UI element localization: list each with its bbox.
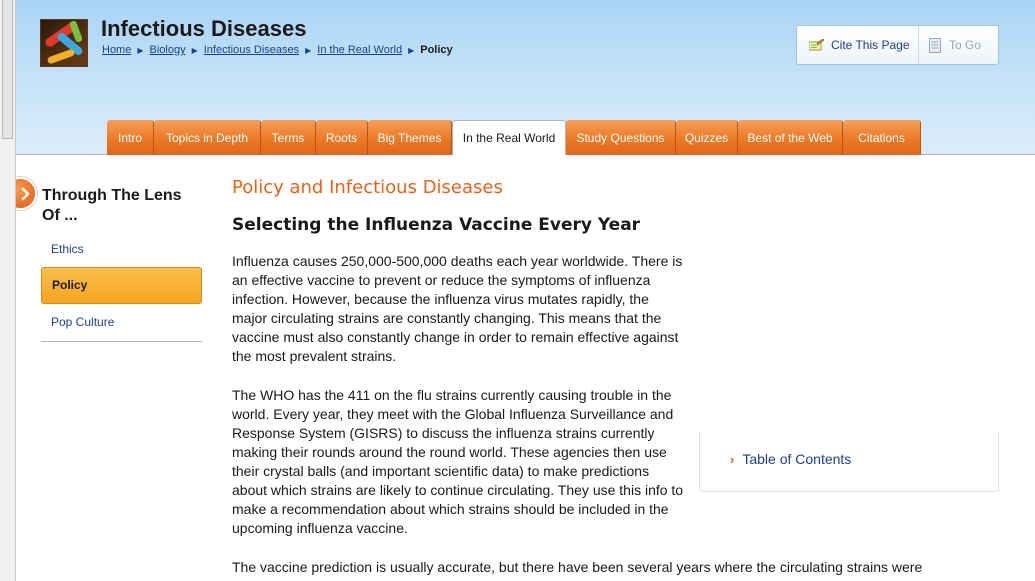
- page-title: Infectious Diseases: [101, 16, 307, 41]
- tab-terms[interactable]: Terms: [261, 120, 316, 155]
- sidebar-heading: Through The Lens Of ...: [42, 187, 182, 224]
- tab-citations[interactable]: Citations: [843, 120, 921, 155]
- document-icon: [929, 38, 941, 53]
- breadcrumb-home[interactable]: Home: [102, 44, 132, 56]
- site-header: [16, 0, 1035, 155]
- pencil-icon: [809, 39, 824, 51]
- tab-topics-in-depth[interactable]: Topics in Depth: [154, 120, 261, 155]
- breadcrumb-separator-icon: ▶: [305, 45, 312, 55]
- breadcrumb-current: Policy: [420, 44, 453, 56]
- sidebar-toggle-button[interactable]: [16, 177, 37, 210]
- cite-label: Cite This Page: [831, 38, 910, 52]
- breadcrumb-separator-icon: ▶: [408, 45, 415, 55]
- breadcrumb-in-the-real-world[interactable]: In the Real World: [317, 44, 403, 56]
- cite-this-page-button[interactable]: [797, 26, 919, 64]
- breadcrumb-infectious-diseases[interactable]: Infectious Diseases: [203, 44, 300, 56]
- breadcrumb-separator-icon: ▶: [137, 45, 144, 55]
- tab-in-the-real-world[interactable]: In the Real World: [452, 120, 566, 156]
- scroll-strip: [2, 0, 13, 139]
- main-tabs: [107, 120, 921, 155]
- chevron-right-icon: ›: [730, 451, 735, 467]
- section-title: Policy and Infectious Diseases: [232, 177, 503, 198]
- paragraph-1: Influenza causes 250,000-500,000 deaths each year worldwide. There is an effective vaccine to prevent or reduce the symptoms of influenza infection. However, because the influenza virus mutates rapidly, the major circulating strains are constantly changing. This means that the vaccine must also constantly change in order to remain effective against the most prevalent strains.: [232, 253, 683, 364]
- breadcrumb: [102, 44, 453, 56]
- bacteria-logo-icon[interactable]: [40, 19, 88, 67]
- sidebar-item-ethics[interactable]: Ethics: [51, 242, 84, 256]
- to-go-label: To Go: [949, 38, 982, 52]
- table-of-contents-link[interactable]: [730, 451, 851, 467]
- paragraph-3: The vaccine prediction is usually accurate, but there have been several years where the circulating strains were: [232, 559, 923, 575]
- page: [16, 0, 1035, 581]
- chevron-right-icon: [21, 187, 31, 201]
- browser-left-gutter: [0, 0, 16, 581]
- paragraph-2: The WHO has the 411 on the flu strains currently causing trouble in the world. Every year, they meet with the Global Influenza Surveillance and Response System (GISRS) to discuss the influenza strains currently making their rounds around the round world. These agencies then use their crystal balls (and important scientific data) to make predictions about which strains are likely to continue circulating. They use this info to make a recommendation about which strains should be included in the upcoming influenza vaccine.: [232, 387, 684, 536]
- tab-roots[interactable]: Roots: [316, 120, 368, 155]
- tab-study-questions[interactable]: Study Questions: [566, 120, 676, 155]
- page-toolbox: [796, 25, 999, 65]
- sidebar-nav: [41, 231, 202, 342]
- breadcrumb-separator-icon: ▶: [191, 45, 198, 55]
- sidebar-divider: [41, 341, 202, 342]
- table-of-contents-box: [699, 432, 999, 492]
- sidebar-item-pop-culture[interactable]: Pop Culture: [51, 315, 115, 329]
- tab-best-of-the-web[interactable]: Best of the Web: [738, 120, 843, 155]
- tab-quizzes[interactable]: Quizzes: [676, 120, 738, 155]
- toc-label: Table of Contents: [742, 451, 852, 467]
- breadcrumb-biology[interactable]: Biology: [149, 44, 186, 56]
- tab-big-themes[interactable]: Big Themes: [368, 120, 452, 155]
- article-title: Selecting the Influenza Vaccine Every Year: [232, 215, 641, 235]
- sidebar-item-policy[interactable]: Policy: [41, 267, 202, 304]
- to-go-button[interactable]: [919, 26, 981, 64]
- tab-intro[interactable]: Intro: [107, 120, 154, 155]
